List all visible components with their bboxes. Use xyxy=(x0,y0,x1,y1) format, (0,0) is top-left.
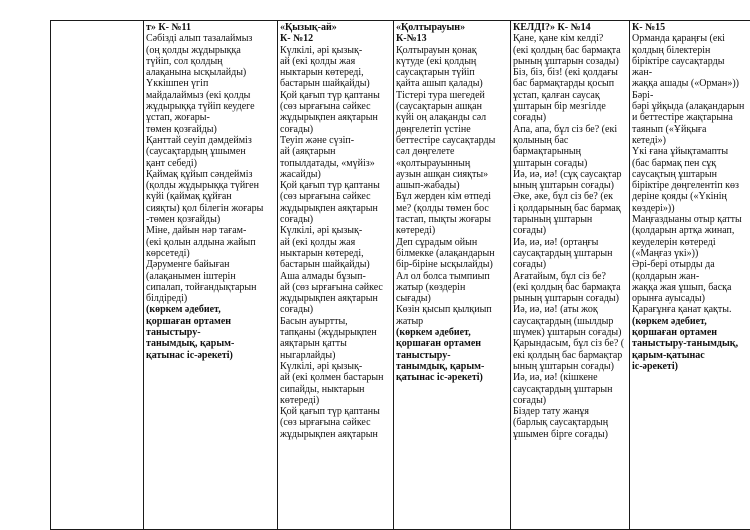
text-line: і қолдарының бас бармақ xyxy=(513,202,621,214)
text-line: жатыр (көздерін xyxy=(396,281,466,293)
text-line: Бәрі- xyxy=(632,89,654,101)
text-line: таныстыру- xyxy=(146,327,201,339)
text-line: аузын ашқан сияқты» xyxy=(396,168,489,180)
text-line: Ағатайым, бұл сіз бе? xyxy=(513,270,606,282)
text-line: күйі оң алақанды сәл xyxy=(396,112,487,124)
text-line: қатынас іс-әрекеті) xyxy=(396,372,483,384)
text-line: сипайды, ныктарын xyxy=(280,383,365,395)
text-line: ұстап, жоғары- xyxy=(146,112,210,124)
text-line: таныстыру- xyxy=(396,349,451,361)
table-cell xyxy=(511,21,630,530)
text-line: танымдық, қарым- xyxy=(396,360,485,372)
text-line: саусақтардың ұштарын xyxy=(513,247,613,259)
text-line: Қанттай сеуіп дәмдейміз xyxy=(146,134,252,146)
activity-table xyxy=(50,20,750,530)
text-line: Әке, әке, бұл сіз бе? (ек xyxy=(513,191,613,203)
text-line: сығады) xyxy=(396,293,431,305)
text-line: (қолды жұдырыққа түйген xyxy=(146,180,259,192)
text-line: ұстап, қалған саусақ xyxy=(513,89,600,101)
text-line: Қолтырауын қонақ xyxy=(396,44,477,56)
text-line: Күлкілі, әрі қызық- xyxy=(280,360,363,372)
text-line: и беттестіре жақтарына xyxy=(632,112,733,124)
text-line: білмекке (алақандарын xyxy=(396,247,495,259)
cell-text xyxy=(513,33,627,440)
text-line: Қарағұнға қанат қақты. xyxy=(632,304,732,316)
text-line: саусақтардың ұштарын xyxy=(513,383,613,395)
text-line: Қане, қане кім келді? xyxy=(513,33,604,45)
cell-text xyxy=(632,33,748,372)
text-line: (көркем әдебиет, xyxy=(632,315,707,327)
text-line: соғады) xyxy=(280,304,314,316)
text-line: саусақтың ұштарын xyxy=(632,168,717,180)
text-line: біріктіре дөңгелентіп көз xyxy=(632,180,739,192)
text-line: рының ұштарын созады) xyxy=(513,55,619,67)
column-header: КЕЛДІ?» К- №14 xyxy=(513,22,591,33)
column-header-number: К- №12 xyxy=(280,33,314,45)
text-line: алақанына ысқылайды) xyxy=(146,67,247,79)
text-line: соғады) xyxy=(513,259,547,271)
text-line: (сөз ырғағына сәйкес xyxy=(280,101,371,113)
text-line: Иә, иә, иә! (сұқ саусақтар xyxy=(513,168,622,180)
column-header-number: К-№13 xyxy=(396,33,427,45)
column-header: «Қызық-ай» xyxy=(280,22,337,33)
text-line: (барлық саусақтардың xyxy=(513,417,609,429)
text-line: көтереді) xyxy=(396,225,436,237)
text-line: жұдырыққа түйіп кеудеге xyxy=(146,101,255,113)
text-line: таныстыру-танымдық, xyxy=(632,338,739,350)
text-line: қолының бас xyxy=(513,134,569,146)
text-line: бас бармақтарды қосып xyxy=(513,78,615,90)
text-line: ының ұштарын соғады) xyxy=(513,180,614,192)
text-line: «қолтырауынның xyxy=(396,157,471,169)
column-header: К- №15 xyxy=(632,22,666,33)
text-line: (бас бармақ пен сұқ xyxy=(632,157,717,169)
text-line: күтуде (екі қолдың xyxy=(396,55,477,67)
text-line: тапқаны (жұдырықпен xyxy=(280,327,377,339)
table-cell xyxy=(278,21,394,530)
text-line: Сәбізді алып тазалаймыз xyxy=(146,33,253,45)
text-line: соғады) xyxy=(513,225,547,237)
text-line: сәл дөңгелете xyxy=(396,146,455,158)
text-line: бастарын шайқайды) xyxy=(280,259,370,271)
text-line: екі қолдың бас бармақтар xyxy=(513,349,623,361)
column-header: «Қолтырауын» xyxy=(396,22,466,33)
text-line: Басын ауыртты, xyxy=(280,315,348,327)
text-line: бастарын шайқайды) xyxy=(280,78,370,90)
text-line: ме? (қолды төмен бос xyxy=(396,202,489,214)
text-line: Апа, апа, бұл сіз бе? (екі xyxy=(513,123,618,135)
text-line: Біздер тату жанұя xyxy=(513,406,590,418)
text-line: орынға ауысады) xyxy=(632,293,705,305)
text-line: майдалаймыз (екі қолды xyxy=(146,89,251,101)
text-line: рының ұштарын соғады) xyxy=(513,293,619,305)
text-line: кетеді») xyxy=(632,134,666,146)
text-line: (көркем әдебиет, xyxy=(396,327,471,339)
text-line: көтереді) xyxy=(280,394,320,406)
table-row xyxy=(51,21,750,530)
table-cell-blank xyxy=(51,21,144,530)
text-line: жұдырықпен аяқтарын xyxy=(280,202,378,214)
text-line: деріне қояды («Үкінің xyxy=(632,191,727,203)
text-line: Қой қағып түр қаптаны xyxy=(280,406,380,418)
text-line: таянып («Ұйқыға xyxy=(632,123,707,135)
text-line: түйіп, сол қолдың xyxy=(146,55,223,67)
text-line: соғады) xyxy=(280,123,314,135)
text-line: қатынас іс-әрекеті) xyxy=(146,349,233,361)
text-line: Күлкілі, әрі қызық- xyxy=(280,225,363,237)
text-line: топылдатады, «мүйіз» xyxy=(280,157,375,169)
text-line: Міне, дайын нәр тағам- xyxy=(146,225,247,237)
table-cell xyxy=(394,21,511,530)
text-line: (саусақтарын ашқан xyxy=(396,101,482,113)
text-line: Маңғаздыаны отыр қатты xyxy=(632,214,742,226)
text-line: соғады) xyxy=(513,112,547,124)
text-line: Теуіп және сүзіп- xyxy=(280,134,355,146)
cell-text xyxy=(280,45,391,440)
text-line: қолдың білектерін xyxy=(632,44,711,56)
text-line: Тістері тура шегедей xyxy=(396,89,485,101)
text-line: бармақтарының xyxy=(513,146,582,158)
text-line: шүмек) ұштарын соғады) xyxy=(513,327,622,339)
text-line: ұштарын соғады) xyxy=(513,157,588,169)
text-line: қант себеді) xyxy=(146,157,197,169)
text-line: ай (екі қолды жая xyxy=(280,55,356,67)
text-line: төмен қозғайды) xyxy=(146,123,217,135)
text-line: дөңгелетіп үстіне xyxy=(396,123,471,135)
text-line: ашып-жабады) xyxy=(396,180,460,192)
text-line: жаққа жая ұшып, басқа xyxy=(632,281,732,293)
text-line: саусақтарын түйіп xyxy=(396,67,475,79)
text-line: («Маңғаз үкі»)) xyxy=(632,247,699,259)
text-line: (саусақтардың ұшымен xyxy=(146,146,246,158)
text-line: ұшымен бірге соғады) xyxy=(513,428,608,440)
text-line: жаққа ашады («Орман»)) xyxy=(632,78,739,90)
text-line: тастап, пықты жоғары xyxy=(396,214,491,226)
text-line: бәрі ұйқыда (алақандарын xyxy=(632,101,745,113)
text-line: қоршаған ортамен xyxy=(146,315,232,327)
text-line: ай (екі қолды жая xyxy=(280,236,356,248)
text-line: Иә, иә, иә! (ортаңғы xyxy=(513,236,599,248)
text-line: Аша алмады бұзып- xyxy=(280,270,366,282)
text-line: Күлкілі, әрі қызық- xyxy=(280,44,363,56)
text-line: -төмен қозғайды) xyxy=(146,214,221,226)
text-line: (екі қолдың бас бармақта xyxy=(513,281,621,293)
text-line: Қой қағып түр қаптаны xyxy=(280,89,380,101)
text-line: Иә, иә, иә! (кішкене xyxy=(513,372,598,384)
text-line: (қолдарын жан- xyxy=(632,270,700,282)
text-line: (оң қолды жұдырыққа xyxy=(146,44,241,56)
text-line: (қолдарын артқа жинап, xyxy=(632,225,735,237)
text-line: саусақтардың (шылдыр xyxy=(513,315,614,327)
text-line: Қой қағып түр қаптаны xyxy=(280,180,380,192)
text-line: жатыр xyxy=(396,315,424,327)
text-line: ай (сөз ырғағына сәйкес xyxy=(280,281,383,293)
text-line: бір-біріне ысқылайды) xyxy=(396,259,493,271)
text-line: сияқты) қол білегін жоғары xyxy=(146,202,264,214)
text-line: Қаймақ құйып сәндейміз xyxy=(146,168,253,180)
text-line: (екі қолын алдына жайып xyxy=(146,236,256,248)
text-line: (екі қолдың бас бармақта xyxy=(513,44,621,56)
table-cell xyxy=(144,21,278,530)
text-line: біріктіре саусақтарды xyxy=(632,55,725,67)
text-line: жұдырықпен аяқтарын xyxy=(280,428,378,440)
text-line: Дәруменге байыған xyxy=(146,259,230,271)
text-line: сипалап, тойғандықтарын xyxy=(146,281,257,293)
text-line: соғады) xyxy=(280,214,314,226)
text-line: аяқтарын қатты xyxy=(280,338,347,350)
text-line: көрсетеді) xyxy=(146,247,190,259)
text-line: ының ұштарын соғады) xyxy=(513,360,614,372)
cell-text xyxy=(146,33,275,361)
text-line: Орманда қараңғы (екі xyxy=(632,33,725,45)
table-cell xyxy=(630,21,750,530)
text-line: іс-әрекеті) xyxy=(632,360,678,372)
text-line: Бұл жерден кім өтпеді xyxy=(396,191,492,203)
text-line: соғады) xyxy=(513,394,547,406)
text-line: күйі (қаймақ құйған xyxy=(146,191,232,203)
text-line: ныктарын көтереді, xyxy=(280,67,364,79)
text-line: танымдық, қарым- xyxy=(146,338,235,350)
text-line: ныктарын көтереді, xyxy=(280,247,364,259)
cell-text xyxy=(396,45,508,384)
text-line: Деп сұрадым ойын xyxy=(396,236,478,248)
text-line: жасайды) xyxy=(280,168,321,180)
text-line: жан- xyxy=(632,67,653,79)
text-line: беттестіре саусақтарды xyxy=(396,134,496,146)
text-line: (көркем әдебиет, xyxy=(146,304,221,316)
text-line: ұштарын бір мезгілде xyxy=(513,101,606,113)
text-line: кеуделерін көтереді xyxy=(632,236,716,248)
text-line: қоршаған ортамен xyxy=(396,338,482,350)
text-line: көздері»)) xyxy=(632,202,675,214)
text-line: Біз, біз, біз! (екі қолдағы xyxy=(513,67,618,79)
text-line: Иә, иә, иә! (аты жоқ xyxy=(513,304,598,316)
text-line: Үккішпен үгіп xyxy=(146,78,209,90)
text-line: қайта ашып қалады) xyxy=(396,78,483,90)
text-line: ныгарлайды) xyxy=(280,349,336,361)
text-line: (сөз ырғағына сәйкес xyxy=(280,191,371,203)
text-line: Үкі ғана ұйықтамапты xyxy=(632,146,729,158)
text-line: Ал ол болса тымпиып xyxy=(396,270,490,282)
text-line: (сөз ырғағына сәйкес xyxy=(280,417,371,429)
text-line: Көзін қысып қылқиып xyxy=(396,304,492,316)
text-line: (алақанымен іштерін xyxy=(146,270,236,282)
text-line: ай (аяқтарын xyxy=(280,146,336,158)
column-header: т» К- №11 xyxy=(146,22,191,33)
text-line: қоршаған ортамен xyxy=(632,327,718,339)
text-line: білдіреді) xyxy=(146,293,188,305)
text-line: тарының ұштарын xyxy=(513,214,593,226)
text-line: Әрі-бері отырды да xyxy=(632,259,715,271)
text-line: жұдырықпен аяқтарын xyxy=(280,293,378,305)
text-line: ай (екі қолмен бастарын xyxy=(280,372,384,384)
text-line: жұдырықпен аяқтарын xyxy=(280,112,378,124)
text-line: Қарындасым, бұл сіз бе? ( xyxy=(513,338,625,350)
text-line: қарым-қатынас xyxy=(632,349,705,361)
